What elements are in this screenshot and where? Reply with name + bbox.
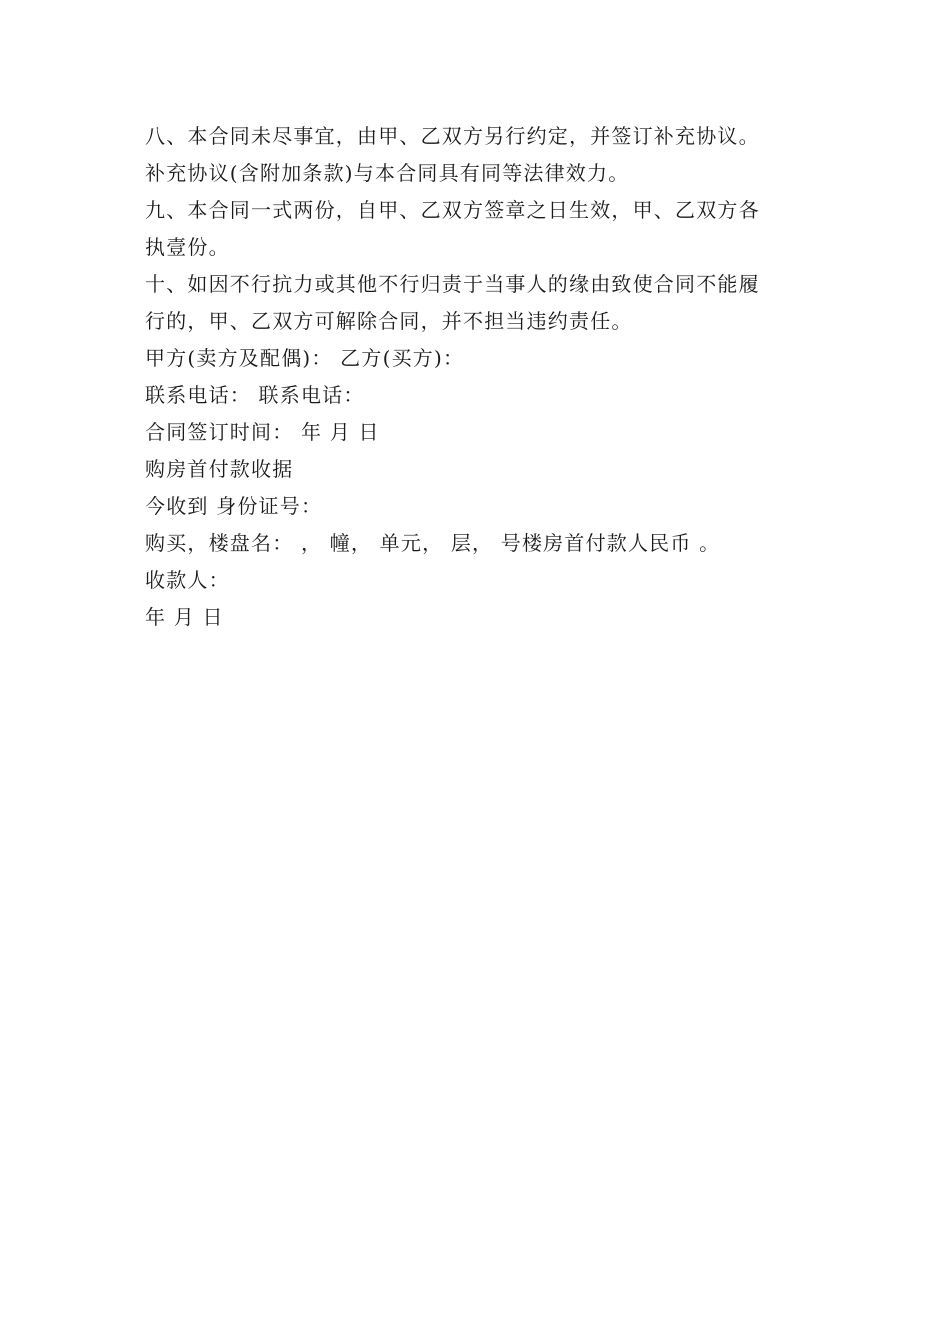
payee-line: 收款人： — [145, 568, 230, 592]
purchase-details-line: 购买，楼盘名： ， 幢， 单元， 层， 号楼房首付款人民币 。 — [145, 531, 721, 555]
clause-8-line-2: 补充协议(含附加条款)与本合同具有同等法律效力。 — [145, 161, 630, 185]
phone-line: 联系电话： 联系电话： — [145, 383, 365, 407]
clause-9-line-1: 九、本合同一式两份，自甲、乙双方签章之日生效，甲、乙双方各 — [145, 198, 760, 222]
clause-10-line-1: 十、如因不行抗力或其他不行归责于当事人的缘由致使合同不能履 — [145, 272, 760, 296]
signing-date-line: 合同签订时间： 年 月 日 — [145, 420, 380, 444]
clause-8-line-1: 八、本合同未尽事宜，由甲、乙双方另行约定，并签订补充协议。 — [145, 124, 760, 148]
clause-10-line-2: 行的，甲、乙双方可解除合同，并不担当违约责任。 — [145, 309, 633, 333]
clause-9-line-2: 执壹份。 — [145, 235, 230, 259]
receipt-date-line: 年 月 日 — [145, 605, 224, 629]
parties-line: 甲方(卖方及配偶)： 乙方(买方)： — [145, 346, 465, 370]
receipt-title: 购房首付款收据 — [145, 457, 294, 481]
received-from-line: 今收到 身份证号： — [145, 494, 323, 518]
document-body — [145, 118, 815, 636]
